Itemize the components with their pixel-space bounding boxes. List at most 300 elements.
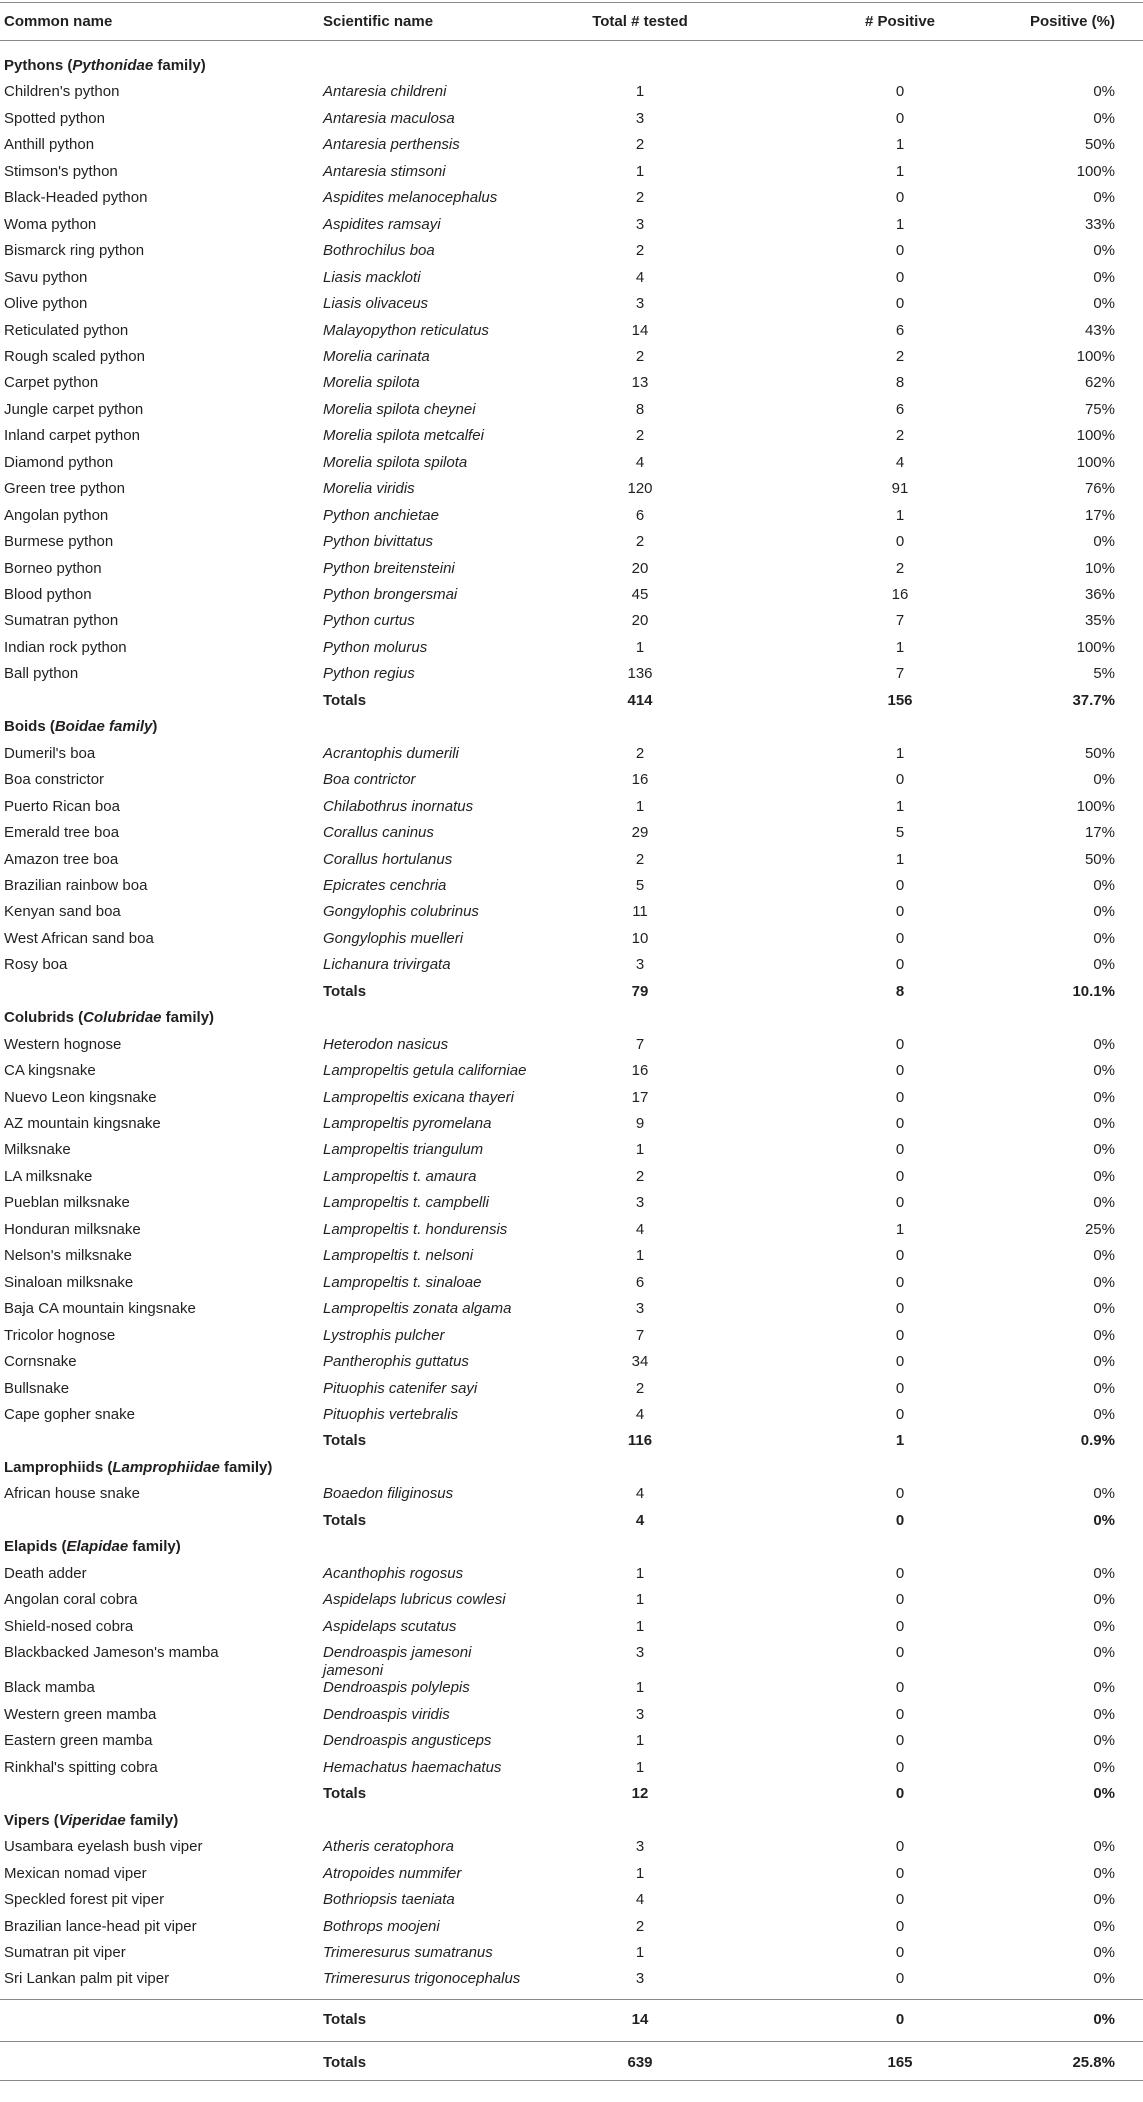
positive-count: 0 xyxy=(895,83,905,101)
positive-pct: 36% xyxy=(1084,586,1115,603)
header-common-name xyxy=(4,13,314,31)
positive-count: 0 xyxy=(895,903,905,921)
family-label xyxy=(4,1812,604,1830)
total-tested: 1 xyxy=(635,638,645,656)
family-label-prefix: Elapids ( xyxy=(4,1538,67,1556)
header-positive-pct xyxy=(915,13,1115,31)
scientific-name: Lampropeltis t. campbelli xyxy=(323,1194,489,1212)
positive-pct: 0% xyxy=(1093,109,1115,127)
positive-pct: 0% xyxy=(1093,1326,1115,1344)
positive-pct: 0% xyxy=(1093,1732,1115,1750)
total-tested: 2 xyxy=(635,1379,645,1397)
common-name: Rosy boa xyxy=(4,956,68,974)
positive-count: 0 xyxy=(895,771,905,789)
positive-count: 0 xyxy=(895,1732,905,1750)
common-name: Mexican nomad viper xyxy=(4,1864,147,1882)
family-label-taxon: Lamprophiidae xyxy=(112,1458,220,1476)
scientific-name: Morelia spilota xyxy=(323,374,420,392)
totals-label: Totals xyxy=(323,982,367,1000)
family-label-suffix: family) xyxy=(153,57,206,74)
positive-pct: 0% xyxy=(1093,1405,1115,1423)
positive-count: 0 xyxy=(895,1062,905,1080)
totals-label: Totals xyxy=(323,1511,367,1529)
header-positive-text: # Positive xyxy=(864,13,936,30)
scientific-name: Dendroaspis angusticeps xyxy=(323,1732,492,1750)
positive-pct: 0% xyxy=(1093,929,1115,947)
common-name: LA milksnake xyxy=(4,1167,93,1185)
common-name: Cape gopher snake xyxy=(4,1405,135,1423)
total-tested: 4 xyxy=(635,268,645,286)
total-tested: 16 xyxy=(631,771,649,789)
positive-pct: 0% xyxy=(1093,1617,1115,1635)
family-label-prefix: Pythons ( xyxy=(4,57,73,74)
positive-pct: 0% xyxy=(1093,533,1115,551)
positive-pct: 0% xyxy=(1093,1591,1115,1609)
positive-pct: 0% xyxy=(1093,1917,1115,1935)
positive-count: 7 xyxy=(895,612,905,630)
common-name: Emerald tree boa xyxy=(4,824,120,842)
positive-pct: 17% xyxy=(1084,824,1115,842)
family-label-taxon: Viperidae xyxy=(58,1811,126,1829)
scientific-name: Lampropeltis t. amaura xyxy=(323,1167,477,1185)
totals-positive: 1 xyxy=(895,1432,905,1450)
grand-total-rule xyxy=(0,2041,1143,2042)
scientific-name: Pituophis catenifer sayi xyxy=(323,1379,478,1397)
positive-pct: 75% xyxy=(1084,400,1115,418)
scientific-name: Antaresia childreni xyxy=(323,83,447,101)
total-tested: 4 xyxy=(635,453,645,471)
total-tested: 2 xyxy=(635,1917,645,1935)
common-name: Jungle carpet python xyxy=(4,400,144,418)
family-label-suffix: family) xyxy=(128,1538,181,1556)
totals-positive: 0 xyxy=(895,2010,905,2028)
positive-pct: 5% xyxy=(1093,665,1115,683)
positive-pct: 0% xyxy=(1093,1379,1115,1397)
common-name: African house snake xyxy=(4,1485,140,1503)
scientific-name: Gongylophis muelleri xyxy=(323,929,464,947)
positive-pct: 100% xyxy=(1076,797,1115,815)
positive-count: 91 xyxy=(891,480,909,498)
total-tested: 3 xyxy=(635,956,645,974)
scientific-name: Atropoides nummifer xyxy=(323,1864,462,1882)
scientific-name: Python curtus xyxy=(323,612,415,630)
positive-count: 6 xyxy=(895,400,905,418)
common-name: Nelson's milksnake xyxy=(4,1247,132,1265)
header-total-tested xyxy=(520,13,760,31)
positive-count: 2 xyxy=(895,559,905,577)
common-name: Sinaloan milksnake xyxy=(4,1273,134,1291)
scientific-name: Lampropeltis t. sinaloae xyxy=(323,1273,482,1291)
header-total-tested-text: Total # tested xyxy=(592,13,688,30)
positive-count: 0 xyxy=(895,1679,905,1697)
positive-pct: 0% xyxy=(1093,771,1115,789)
family-label-taxon: Elapidae xyxy=(66,1538,129,1556)
total-tested: 3 xyxy=(635,109,645,127)
total-tested: 34 xyxy=(631,1353,649,1371)
common-name: Nuevo Leon kingsnake xyxy=(4,1088,157,1106)
total-tested: 3 xyxy=(635,1838,645,1856)
totals-positive: 0 xyxy=(895,1511,905,1529)
total-tested: 136 xyxy=(627,665,653,683)
totals-tested: 4 xyxy=(635,1511,645,1529)
positive-count: 7 xyxy=(895,665,905,683)
total-tested: 8 xyxy=(635,400,645,418)
section-rule xyxy=(0,1999,1143,2000)
positive-count: 1 xyxy=(895,797,905,815)
positive-count: 0 xyxy=(895,189,905,207)
family-label-suffix: family) xyxy=(125,1811,179,1829)
total-tested: 7 xyxy=(635,1035,645,1053)
positive-count: 5 xyxy=(895,824,905,842)
positive-count: 0 xyxy=(895,109,905,127)
positive-count: 0 xyxy=(895,1864,905,1882)
header-common-name-text: Common name xyxy=(4,13,113,30)
positive-pct: 0% xyxy=(1093,903,1115,921)
positive-count: 1 xyxy=(895,162,905,180)
common-name: Inland carpet python xyxy=(4,427,140,445)
positive-pct: 0% xyxy=(1093,1943,1115,1961)
positive-pct: 100% xyxy=(1076,427,1115,445)
common-name: Stimson's python xyxy=(4,162,118,180)
total-tested: 3 xyxy=(635,1644,645,1661)
common-name: Eastern green mamba xyxy=(4,1732,153,1750)
family-label xyxy=(4,57,604,75)
total-tested: 3 xyxy=(635,295,645,313)
positive-count: 0 xyxy=(895,295,905,313)
family-label-suffix: family) xyxy=(219,1458,273,1476)
scientific-name: Antaresia stimsoni xyxy=(323,162,446,180)
positive-pct: 100% xyxy=(1076,347,1115,365)
positive-pct: 0% xyxy=(1093,1088,1115,1106)
common-name: Sumatran python xyxy=(4,612,119,630)
total-tested: 3 xyxy=(635,215,645,233)
header-scientific-name-text: Scientific name xyxy=(323,13,434,30)
total-tested: 4 xyxy=(635,1891,645,1909)
scientific-name: Chilabothrus inornatus xyxy=(323,797,474,815)
positive-pct: 0% xyxy=(1093,295,1115,313)
totals-pct: 0% xyxy=(1093,1785,1115,1803)
total-tested: 9 xyxy=(635,1115,645,1132)
scientific-name: Trimeresurus trigonocephalus xyxy=(323,1970,521,1988)
scientific-name: Lampropeltis zonata algama xyxy=(323,1300,512,1318)
scientific-name: Atheris ceratophora xyxy=(323,1838,454,1856)
positive-pct: 0% xyxy=(1093,1864,1115,1882)
positive-count: 1 xyxy=(895,1220,905,1238)
total-tested: 3 xyxy=(635,1705,645,1723)
family-label xyxy=(4,1459,604,1477)
common-name: Woma python xyxy=(4,215,97,233)
scientific-name: Gongylophis colubrinus xyxy=(323,903,479,921)
positive-pct: 0% xyxy=(1093,1891,1115,1909)
positive-count: 0 xyxy=(895,1564,905,1582)
positive-pct: 0% xyxy=(1093,1564,1115,1582)
positive-count: 4 xyxy=(895,453,905,471)
positive-count: 1 xyxy=(895,638,905,656)
scientific-name-cont: jamesoni xyxy=(323,1662,384,1679)
common-name: Black mamba xyxy=(4,1679,95,1697)
positive-count: 2 xyxy=(895,427,905,445)
common-name: Cornsnake xyxy=(4,1353,77,1371)
common-name: Blood python xyxy=(4,586,92,603)
total-tested: 1 xyxy=(635,1247,645,1265)
common-name: Pueblan milksnake xyxy=(4,1194,130,1212)
positive-pct: 0% xyxy=(1093,1838,1115,1856)
total-tested: 2 xyxy=(635,533,645,551)
positive-count: 0 xyxy=(895,1141,905,1159)
positive-pct: 50% xyxy=(1084,850,1115,868)
header-rule xyxy=(0,40,1143,41)
scientific-name: Lampropeltis pyromelana xyxy=(323,1115,492,1132)
family-label-prefix: Colubrids ( xyxy=(4,1009,84,1027)
scientific-name: Epicrates cenchria xyxy=(323,876,447,894)
positive-pct: 0% xyxy=(1093,242,1115,260)
total-tested: 1 xyxy=(635,1617,645,1635)
grand-totals-label: Totals xyxy=(323,2054,367,2072)
positive-count: 0 xyxy=(895,956,905,974)
positive-pct: 76% xyxy=(1084,480,1115,498)
positive-count: 0 xyxy=(895,1970,905,1988)
positive-count: 0 xyxy=(895,929,905,947)
positive-pct: 10% xyxy=(1084,559,1115,577)
total-tested: 5 xyxy=(635,876,645,894)
total-tested: 7 xyxy=(635,1326,645,1344)
positive-pct: 0% xyxy=(1093,1141,1115,1159)
family-label xyxy=(4,718,604,736)
total-tested: 2 xyxy=(635,189,645,207)
positive-count: 2 xyxy=(895,347,905,365)
scientific-name: Liasis mackloti xyxy=(323,268,421,286)
scientific-name: Antaresia perthensis xyxy=(323,136,460,154)
totals-positive: 156 xyxy=(887,691,913,709)
common-name: Borneo python xyxy=(4,559,102,577)
positive-count: 0 xyxy=(895,1891,905,1909)
family-label-suffix: family) xyxy=(161,1009,215,1027)
positive-count: 0 xyxy=(895,1167,905,1185)
grand-totals-pct: 25.8% xyxy=(1072,2054,1115,2072)
positive-pct: 43% xyxy=(1084,321,1115,339)
grand-totals-tested: 639 xyxy=(627,2054,653,2072)
total-tested: 45 xyxy=(631,586,649,603)
totals-pct: 37.7% xyxy=(1072,691,1115,709)
positive-count: 1 xyxy=(895,136,905,154)
common-name: Western green mamba xyxy=(4,1705,157,1723)
positive-count: 0 xyxy=(895,1353,905,1371)
common-name: Dumeril's boa xyxy=(4,744,96,762)
total-tested: 1 xyxy=(635,1564,645,1582)
totals-tested: 14 xyxy=(631,2010,649,2028)
scientific-name: Python anchietae xyxy=(323,506,439,524)
total-tested: 6 xyxy=(635,1273,645,1291)
positive-count: 1 xyxy=(895,215,905,233)
total-tested: 2 xyxy=(635,1167,645,1185)
common-name: Savu python xyxy=(4,268,88,286)
scientific-name: Boa contrictor xyxy=(323,771,416,789)
positive-pct: 0% xyxy=(1093,189,1115,207)
totals-label: Totals xyxy=(323,2010,367,2028)
positive-count: 16 xyxy=(891,586,909,603)
common-name: Bismarck ring python xyxy=(4,242,145,260)
positive-count: 0 xyxy=(895,1088,905,1106)
scientific-name: Lampropeltis exicana thayeri xyxy=(323,1088,514,1106)
positive-pct: 33% xyxy=(1084,215,1115,233)
family-label xyxy=(4,1538,604,1556)
common-name: Burmese python xyxy=(4,533,114,551)
total-tested: 4 xyxy=(635,1405,645,1423)
positive-pct: 0% xyxy=(1093,1705,1115,1723)
scientific-name: Dendroaspis jamesoni xyxy=(323,1644,472,1661)
grand-totals-positive: 165 xyxy=(887,2054,913,2072)
positive-count: 0 xyxy=(895,268,905,286)
common-name: Rinkhal's spitting cobra xyxy=(4,1758,158,1776)
positive-pct: 0% xyxy=(1093,1970,1115,1988)
total-tested: 1 xyxy=(635,1943,645,1961)
positive-count: 0 xyxy=(895,1485,905,1503)
family-label xyxy=(4,1009,604,1027)
common-name: Bullsnake xyxy=(4,1379,70,1397)
totals-tested: 116 xyxy=(627,1432,653,1450)
scientific-name: Aspidites melanocephalus xyxy=(323,189,498,207)
positive-count: 0 xyxy=(895,533,905,551)
positive-count: 0 xyxy=(895,1644,905,1661)
scientific-name: Lampropeltis t. nelsoni xyxy=(323,1247,474,1265)
positive-count: 0 xyxy=(895,1591,905,1609)
scientific-name: Dendroaspis viridis xyxy=(323,1705,450,1723)
totals-label: Totals xyxy=(323,1432,367,1450)
scientific-name: Aspidites ramsayi xyxy=(323,215,441,233)
positive-count: 0 xyxy=(895,1758,905,1776)
positive-pct: 0% xyxy=(1093,1062,1115,1080)
positive-pct: 0% xyxy=(1093,1758,1115,1776)
scientific-name: Pantherophis guttatus xyxy=(323,1353,469,1371)
total-tested: 2 xyxy=(635,744,645,762)
scientific-name: Acanthophis rogosus xyxy=(323,1564,464,1582)
common-name: Spotted python xyxy=(4,109,105,127)
common-name: Shield-nosed cobra xyxy=(4,1617,134,1635)
scientific-name: Morelia viridis xyxy=(323,480,415,498)
totals-tested: 414 xyxy=(627,691,653,709)
positive-count: 0 xyxy=(895,1194,905,1212)
common-name: Boa constrictor xyxy=(4,771,105,789)
common-name: Sumatran pit viper xyxy=(4,1943,126,1961)
totals-pct: 0% xyxy=(1093,2010,1115,2028)
total-tested: 10 xyxy=(631,929,649,947)
scientific-name: Pituophis vertebralis xyxy=(323,1405,459,1423)
positive-count: 0 xyxy=(895,1300,905,1318)
common-name: Green tree python xyxy=(4,480,125,498)
scientific-name: Lampropeltis triangulum xyxy=(323,1141,484,1159)
positive-pct: 17% xyxy=(1084,506,1115,524)
positive-count: 0 xyxy=(895,1326,905,1344)
common-name: Brazilian rainbow boa xyxy=(4,876,148,894)
common-name: Anthill python xyxy=(4,136,95,154)
total-tested: 3 xyxy=(635,1194,645,1212)
positive-count: 0 xyxy=(895,1705,905,1723)
common-name: Reticulated python xyxy=(4,321,129,339)
total-tested: 14 xyxy=(631,321,649,339)
totals-positive: 0 xyxy=(895,1785,905,1803)
positive-count: 0 xyxy=(895,1617,905,1635)
common-name: Rough scaled python xyxy=(4,347,145,365)
family-label-suffix: ) xyxy=(152,718,158,736)
total-tested: 3 xyxy=(635,1300,645,1318)
common-name: Diamond python xyxy=(4,453,114,471)
positive-pct: 100% xyxy=(1076,162,1115,180)
totals-pct: 10.1% xyxy=(1072,982,1115,1000)
common-name: Indian rock python xyxy=(4,638,127,656)
totals-positive: 8 xyxy=(895,982,905,1000)
positive-pct: 0% xyxy=(1093,1247,1115,1265)
total-tested: 1 xyxy=(635,1864,645,1882)
header-positive-pct-text: Positive (%) xyxy=(1029,13,1115,30)
total-tested: 2 xyxy=(635,136,645,154)
positive-count: 0 xyxy=(895,1943,905,1961)
positive-count: 1 xyxy=(895,506,905,524)
total-tested: 1 xyxy=(635,162,645,180)
positive-pct: 0% xyxy=(1093,1194,1115,1212)
scientific-name: Bothrops moojeni xyxy=(323,1917,440,1935)
positive-count: 6 xyxy=(895,321,905,339)
scientific-name: Python molurus xyxy=(323,638,428,656)
positive-pct: 0% xyxy=(1093,1679,1115,1697)
scientific-name: Hemachatus haemachatus xyxy=(323,1758,502,1776)
common-name: Kenyan sand boa xyxy=(4,903,121,921)
common-name: Puerto Rican boa xyxy=(4,797,120,815)
positive-count: 1 xyxy=(895,850,905,868)
total-tested: 16 xyxy=(631,1062,649,1080)
positive-count: 0 xyxy=(895,1273,905,1291)
common-name: Carpet python xyxy=(4,374,99,392)
scientific-name: Dendroaspis polylepis xyxy=(323,1679,470,1697)
positive-count: 0 xyxy=(895,1035,905,1053)
positive-pct: 50% xyxy=(1084,744,1115,762)
common-name: Olive python xyxy=(4,295,88,313)
positive-pct: 0% xyxy=(1093,1353,1115,1371)
common-name: Brazilian lance-head pit viper xyxy=(4,1917,197,1935)
scientific-name: Python brongersmai xyxy=(323,586,458,603)
positive-count: 0 xyxy=(895,242,905,260)
common-name: Angolan python xyxy=(4,506,109,524)
total-tested: 29 xyxy=(631,824,649,842)
total-tested: 120 xyxy=(627,480,653,498)
scientific-name: Lystrophis pulcher xyxy=(323,1326,445,1344)
scientific-name: Morelia spilota metcalfei xyxy=(323,427,484,445)
total-tested: 20 xyxy=(631,612,649,630)
scientific-name: Morelia spilota cheynei xyxy=(323,400,476,418)
total-tested: 2 xyxy=(635,347,645,365)
positive-count: 0 xyxy=(895,1247,905,1265)
total-tested: 3 xyxy=(635,1970,645,1988)
top-rule xyxy=(0,2,1143,3)
scientific-name: Python breitensteini xyxy=(323,559,455,577)
positive-pct: 0% xyxy=(1093,83,1115,101)
total-tested: 11 xyxy=(632,903,648,921)
scientific-name: Heterodon nasicus xyxy=(323,1035,449,1053)
total-tested: 1 xyxy=(635,83,645,101)
total-tested: 20 xyxy=(631,559,649,577)
positive-pct: 0% xyxy=(1093,268,1115,286)
family-label-taxon: Colubridae xyxy=(83,1009,162,1027)
family-label-prefix: Vipers ( xyxy=(4,1811,59,1829)
scientific-name: Antaresia maculosa xyxy=(323,109,455,127)
scientific-name: Malayopython reticulatus xyxy=(323,321,489,339)
total-tested: 1 xyxy=(635,1758,645,1776)
family-label-taxon: Pythonidae xyxy=(72,57,154,74)
positive-count: 0 xyxy=(895,876,905,894)
common-name: Baja CA mountain kingsnake xyxy=(4,1300,196,1318)
positive-pct: 0% xyxy=(1093,1300,1115,1318)
total-tested: 17 xyxy=(631,1088,649,1106)
scientific-name: Acrantophis dumerili xyxy=(323,744,459,762)
